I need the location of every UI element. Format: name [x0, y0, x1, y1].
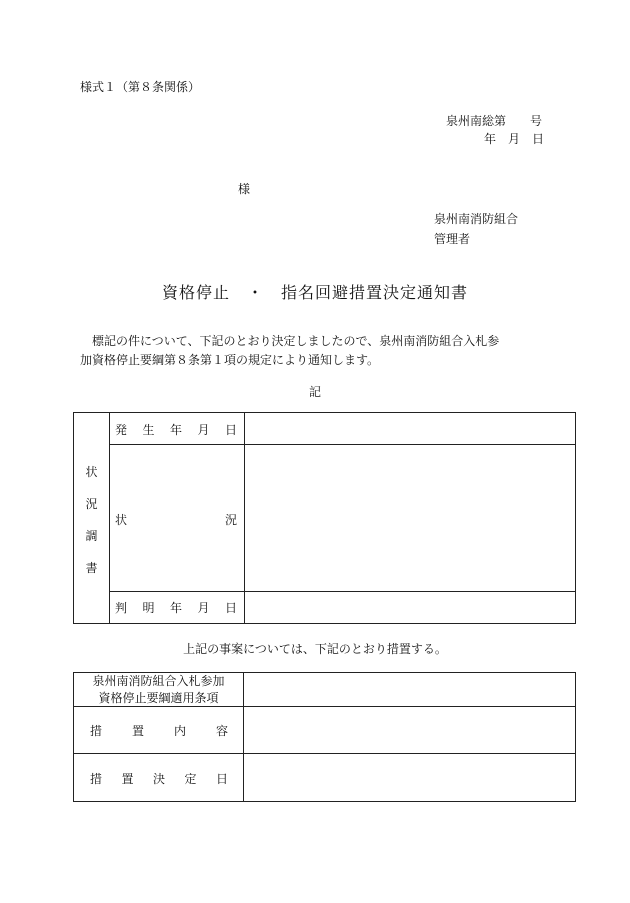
table2-divider: [243, 672, 244, 802]
situation-field[interactable]: [246, 446, 574, 590]
occurrence-date-field[interactable]: [246, 414, 574, 443]
side-label-char: 調: [85, 529, 98, 543]
measure-decision-date-label: 措 置 決 定 日: [90, 772, 228, 786]
side-label-char: 況: [85, 497, 98, 511]
side-label-char: 状: [85, 465, 98, 479]
document-number: 泉州南総第 号: [446, 114, 543, 128]
applicable-clause-field[interactable]: [245, 674, 574, 705]
situation-label: 状 況: [115, 513, 237, 527]
applicable-clause-label: 泉州南消防組合入札参加 資格停止要綱適用条項: [92, 674, 225, 705]
issuer-role: 管理者: [434, 232, 471, 246]
table1-divider: [109, 591, 576, 592]
addressee-honorific: 様: [238, 182, 251, 196]
form-label: 様式１（第８条関係）: [80, 80, 201, 94]
table2-divider: [73, 753, 576, 754]
measure-content-label: 措 置 内 容: [90, 724, 228, 738]
issuer-organization: 泉州南消防組合: [434, 212, 519, 226]
ki-heading: 記: [308, 385, 321, 399]
document-date: 年 月 日: [484, 132, 545, 146]
discovery-date-field[interactable]: [246, 593, 574, 622]
discovery-date-label: 判 明 年 月 日: [115, 601, 237, 615]
body-text-line-2: 加資格停止要綱第８条第１項の規定により通知します。: [80, 353, 380, 367]
body-text-line-1: 標記の件について、下記のとおり決定しましたので、泉州南消防組合入札参: [92, 334, 500, 348]
side-label-char: 書: [85, 561, 98, 575]
measure-content-field[interactable]: [245, 708, 574, 752]
measure-statement: 上記の事案については、下記のとおり措置する。: [183, 642, 447, 656]
measure-decision-date-field[interactable]: [245, 755, 574, 800]
situation-report-side-label: [74, 456, 109, 584]
document-title: 資格停止 ・ 指名回避措置決定通知書: [161, 283, 468, 302]
occurrence-date-label: 発 生 年 月 日: [115, 423, 237, 437]
table1-divider: [109, 444, 576, 445]
